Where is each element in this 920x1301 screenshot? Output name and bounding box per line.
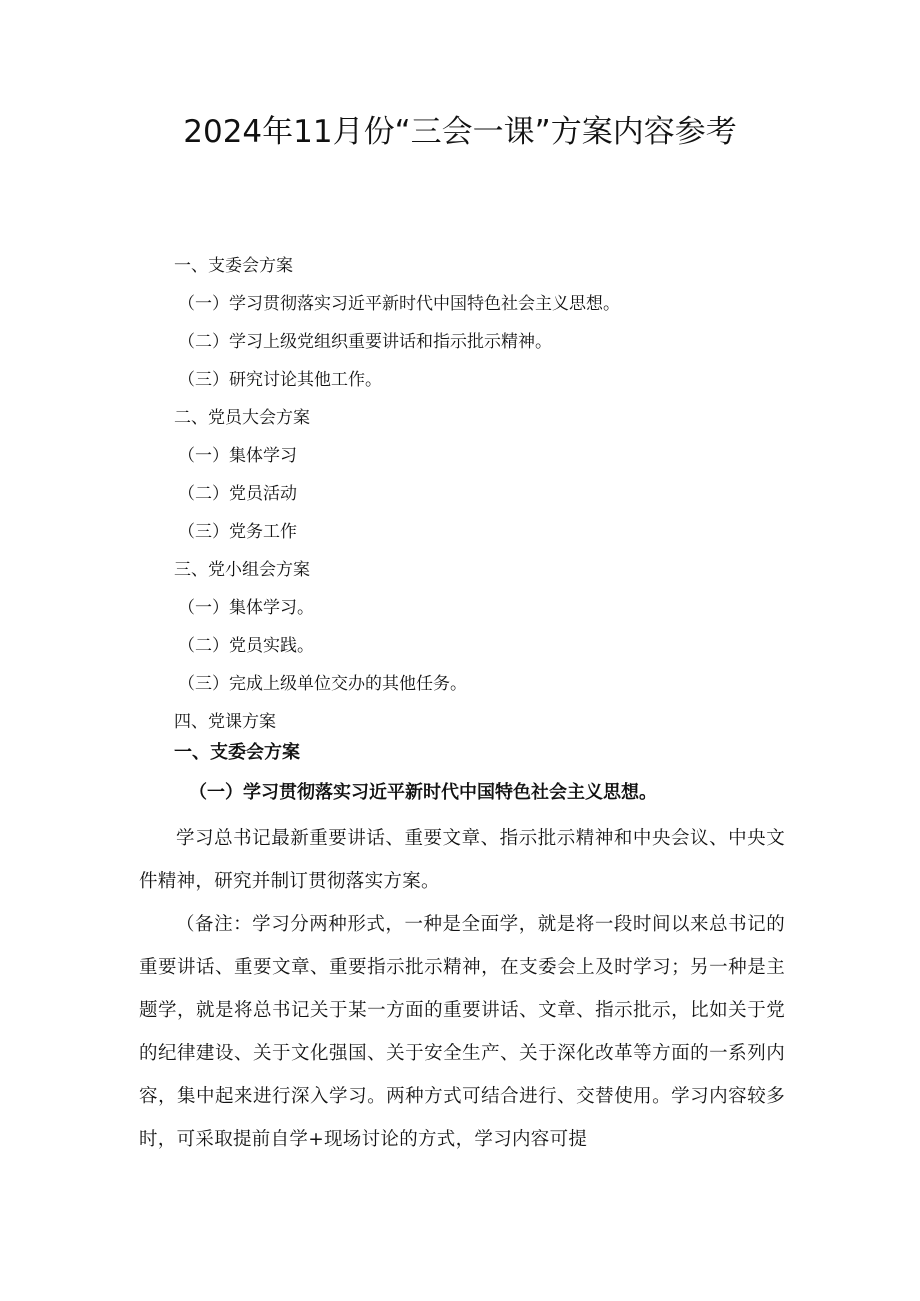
outline-item: （二）学习上级党组织重要讲话和指示批示精神。 — [178, 332, 552, 352]
outline-item: （一）集体学习 — [178, 446, 297, 466]
outline-item: （一）集体学习。 — [178, 598, 314, 618]
section-body — [139, 733, 785, 1161]
body-paragraph: （备注：学习分两种形式，一种是全面学，就是将一段时间以来总书记的重要讲话、重要文章、重要指示批示精神，在支委会上及时学习；另一种是主题学，就是将总书记关于某一方面的重要讲话、文章、指示批示，比如关于党的纪律建设、关于文化强国、关于安全生产、关于深化改革等方面的一系列内容，集中起来进行深入学习。两种方式可结合进行、交替使用。学习内容较多时，可采取提前自学+现场讨论的方式，学习内容可提 — [139, 914, 785, 1150]
outline-item: （三）党务工作 — [178, 522, 297, 542]
outline-item: （二）党员活动 — [178, 484, 297, 504]
subsection-heading: （一）学习贯彻落实习近平新时代中国特色社会主义思想。 — [189, 782, 657, 803]
document-title: 2024年11月份“三会一课”方案内容参考 — [183, 114, 737, 150]
outline-item: （一）学习贯彻落实习近平新时代中国特色社会主义思想。 — [178, 294, 620, 314]
outline-list — [174, 247, 794, 741]
outline-item: （三）完成上级单位交办的其他任务。 — [178, 674, 467, 694]
outline-item: 一、支委会方案 — [174, 256, 293, 276]
outline-item: 三、党小组会方案 — [174, 560, 310, 580]
body-paragraph: 学习总书记最新重要讲话、重要文章、指示批示精神和中央会议、中央文件精神，研究并制订贯彻落实方案。 — [139, 828, 785, 892]
outline-item: 二、党员大会方案 — [174, 408, 310, 428]
outline-item: （三）研究讨论其他工作。 — [178, 370, 382, 390]
outline-item: （二）党员实践。 — [178, 636, 314, 656]
section-heading: 一、支委会方案 — [174, 742, 300, 763]
outline-item: 四、党课方案 — [174, 712, 276, 732]
